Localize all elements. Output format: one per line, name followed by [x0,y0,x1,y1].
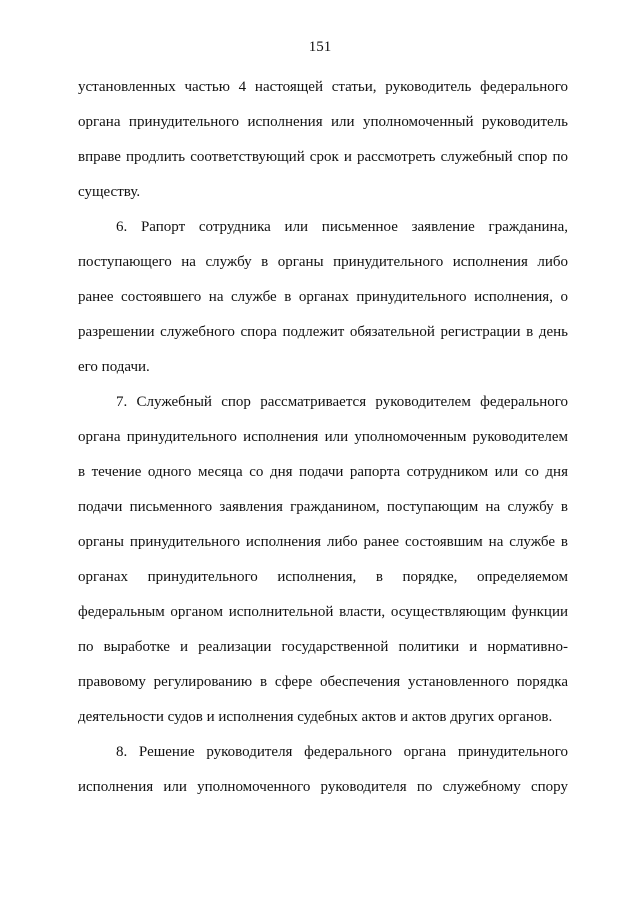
text-line: органа принудительного исполнения или уполномоченным руководителем [78,429,568,445]
text-line: по выработке и реализации государственной политики и нормативно- [78,639,568,655]
paragraph-continuation [78,70,568,210]
text-line: ранее состоявшего на службе в органах принудительного исполнения, о [78,289,568,305]
text-line: исполнения или уполномоченного руководителя по служебному спору [78,779,568,795]
text-line: органы принудительного исполнения либо ранее состоявшим на службе в [78,534,568,550]
paragraph-6 [78,210,568,385]
text-line: разрешении служебного спора подлежит обязательной регистрации в день [78,324,568,340]
text-line: существу. [78,184,141,200]
text-line: органа принудительного исполнения или уполномоченный руководитель [78,114,568,130]
text-line: подачи письменного заявления гражданином, поступающим на службу в [78,499,568,515]
text-line: установленных частью 4 настоящей статьи, руководитель федерального [78,79,568,95]
text-line: вправе продлить соответствующий срок и рассмотреть служебный спор по [78,149,568,165]
text-line: 7. Служебный спор рассматривается руководителем федерального [116,394,568,410]
paragraph-8 [78,735,568,805]
text-line: поступающего на службу в органы принудительного исполнения либо [78,254,568,270]
text-line: в течение одного месяца со дня подачи рапорта сотрудником или со дня [78,464,568,480]
text-line: деятельности судов и исполнения судебных актов и актов других органов. [78,709,553,725]
document-body [78,70,568,805]
text-line: 8. Решение руководителя федерального органа принудительного [116,744,568,760]
paragraph-7 [78,385,568,735]
text-line: его подачи. [78,359,150,375]
text-line: органах принудительного исполнения, в порядке, определяемом [78,569,568,585]
page-number: 151 [308,39,332,55]
text-line: 6. Рапорт сотрудника или письменное заявление гражданина, [116,219,568,235]
text-line: правовому регулированию в сфере обеспечения установленного порядка [78,674,568,690]
text-line: федеральным органом исполнительной власти, осуществляющим функции [78,604,568,620]
